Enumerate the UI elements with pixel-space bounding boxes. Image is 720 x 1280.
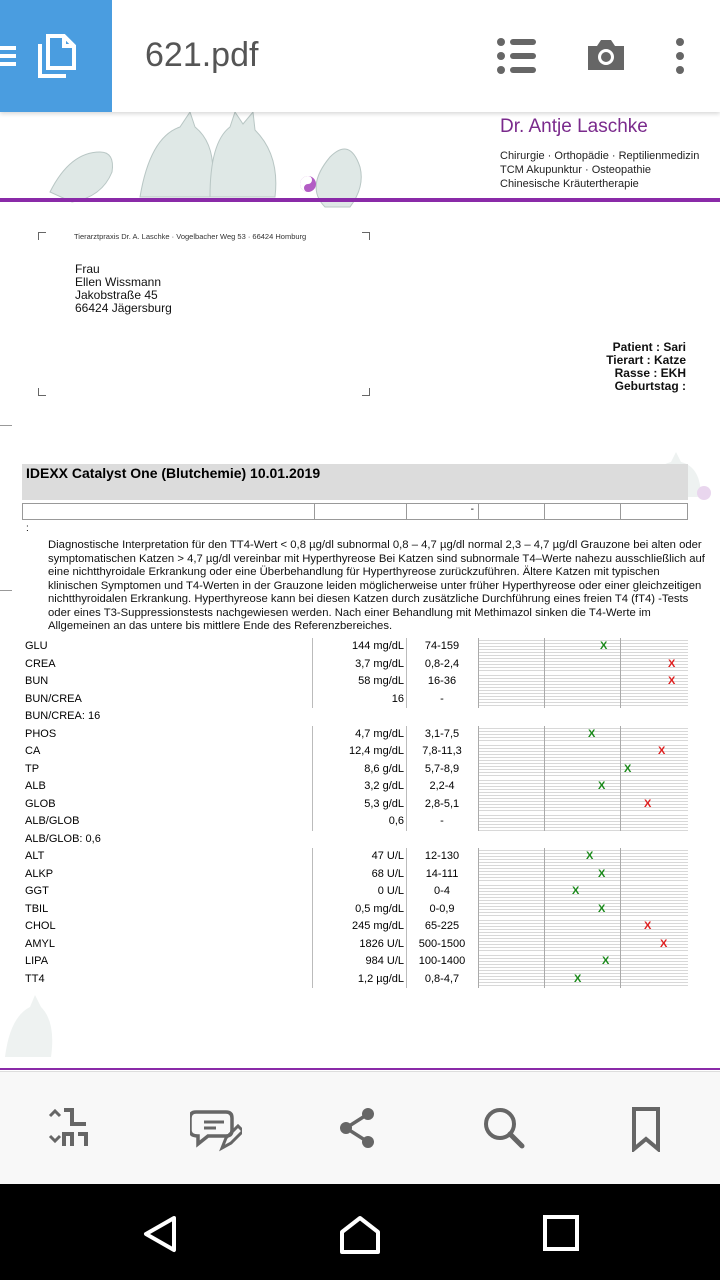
column-divider [406, 883, 407, 901]
column-divider [312, 918, 313, 936]
patient-name: Patient : Sari [612, 340, 686, 354]
lab-result-row [22, 848, 688, 866]
column-divider [406, 866, 407, 884]
column-divider [544, 778, 545, 796]
vet-specialties [500, 149, 699, 191]
column-divider [544, 813, 545, 831]
column-divider [620, 936, 621, 954]
result-value: 0,5 mg/dL [355, 902, 404, 915]
window-corner-mark [38, 232, 46, 240]
reference-range: 3,1-7,5 [424, 727, 460, 740]
reference-range: 5,7-8,9 [424, 762, 460, 775]
result-value: 12,4 mg/dL [348, 745, 404, 757]
column-divider [312, 813, 313, 831]
result-value: 1,2 µg/dL [357, 972, 404, 985]
column-divider [544, 953, 545, 971]
range-indicator-grid [478, 901, 688, 919]
column-divider [312, 638, 313, 656]
result-value: 1826 U/L [359, 937, 404, 950]
analyte-label: ALB [25, 780, 46, 792]
column-divider [406, 726, 407, 744]
column-divider [312, 656, 313, 674]
specialty-line: Chinesische Kräutertherapie [500, 178, 639, 190]
column-divider [406, 761, 407, 779]
analyte-label: GLOB [25, 797, 56, 810]
document-title: 621.pdf [145, 36, 259, 74]
column-divider [620, 813, 621, 831]
column-divider [406, 656, 407, 674]
reference-range: 100-1400 [418, 955, 466, 967]
patient-species: Tierart : Katze [606, 353, 686, 367]
column-divider [312, 866, 313, 884]
group-summary-row [22, 831, 688, 849]
high-marker: X [658, 745, 666, 757]
column-divider [620, 796, 621, 814]
column-divider [312, 848, 313, 866]
specialty-line: Chirurgie · Orthopädie · Reptilienmedizin [500, 150, 700, 162]
outline-list-icon[interactable] [496, 34, 538, 78]
column-divider [312, 726, 313, 744]
column-divider [406, 953, 407, 971]
range-indicator-grid [478, 638, 688, 656]
result-value: 245 mg/dL [352, 920, 404, 932]
range-indicator-grid [478, 953, 688, 971]
table-cell [479, 504, 545, 519]
column-divider [620, 726, 621, 744]
reference-range: - [440, 815, 444, 827]
column-divider [620, 848, 621, 866]
normal-marker: X [598, 780, 606, 792]
bookmark-icon[interactable] [630, 1106, 662, 1152]
lab-results-table [22, 638, 688, 988]
column-divider [620, 673, 621, 691]
column-divider [620, 901, 621, 919]
result-value: 68 U/L [371, 867, 404, 880]
reference-range: - [440, 692, 444, 705]
column-divider [406, 673, 407, 691]
range-indicator-grid [478, 883, 688, 901]
top-app-bar [0, 0, 720, 112]
sender-line: Tierarztpraxis Dr. A. Laschke · Vogelbacher Weg 53 · 66424 Homburg [74, 232, 307, 241]
watermark-cat [0, 992, 60, 1062]
range-indicator-grid [478, 936, 688, 954]
analyte-label: GGT [25, 885, 49, 897]
reference-range: 2,8-5,1 [424, 797, 460, 810]
address-line: 66424 Jägersburg [75, 301, 172, 315]
documents-button[interactable] [0, 0, 112, 112]
range-indicator-grid [478, 726, 688, 744]
column-divider [544, 866, 545, 884]
normal-marker: X [624, 762, 632, 775]
high-marker: X [668, 675, 676, 687]
high-marker: X [668, 657, 676, 670]
normal-marker: X [574, 972, 582, 985]
column-divider [312, 691, 313, 709]
result-value: 144 mg/dL [352, 640, 404, 652]
column-divider [406, 971, 407, 989]
result-value: 0,6 [388, 815, 404, 827]
analyte-label: GLU [25, 640, 48, 652]
lab-report-header: IDEXX Catalyst One (Blutchemie) 10.01.2019 [22, 464, 688, 500]
range-indicator-grid [478, 778, 688, 796]
lab-result-row [22, 883, 688, 901]
column-divider [312, 901, 313, 919]
lab-result-row [22, 936, 688, 954]
column-divider [620, 971, 621, 989]
comment-edit-icon[interactable] [190, 1106, 242, 1152]
reference-range: 16-36 [427, 675, 457, 687]
reference-range: 0-0,9 [429, 902, 455, 915]
column-divider [620, 883, 621, 901]
table-cell [315, 504, 407, 519]
range-indicator-grid [478, 971, 688, 989]
column-divider [620, 638, 621, 656]
lab-result-row [22, 673, 688, 691]
lab-result-row [22, 971, 688, 989]
system-navigation-bar [0, 1184, 720, 1280]
lab-result-row [22, 761, 688, 779]
group-summary-row [22, 708, 688, 726]
column-divider [406, 936, 407, 954]
range-indicator-grid [478, 656, 688, 674]
column-divider [406, 796, 407, 814]
result-value: 3,7 mg/dL [355, 657, 404, 670]
high-marker: X [660, 937, 668, 950]
column-divider [406, 691, 407, 709]
column-divider [406, 848, 407, 866]
range-indicator-grid [478, 866, 688, 884]
range-indicator-grid [478, 761, 688, 779]
reference-range: 12-130 [424, 850, 460, 862]
column-divider [544, 743, 545, 761]
address-line: Frau [75, 262, 100, 276]
column-divider [620, 691, 621, 709]
column-divider [544, 971, 545, 989]
colon-mark: : [26, 523, 29, 534]
normal-marker: X [598, 867, 606, 880]
column-divider [544, 918, 545, 936]
column-divider [312, 778, 313, 796]
patient-breed: Rasse : EKH [614, 366, 686, 380]
column-divider [620, 866, 621, 884]
bottom-toolbar [0, 1071, 720, 1184]
table-cell: - [407, 504, 479, 519]
reference-range: 2,2-4 [429, 780, 455, 792]
letterhead-divider [0, 198, 720, 202]
window-corner-mark [362, 388, 370, 396]
range-indicator-grid [478, 743, 688, 761]
camera-icon[interactable] [586, 34, 626, 78]
share-icon[interactable] [338, 1106, 378, 1150]
analyte-label: CREA [25, 657, 56, 670]
table-cell [23, 504, 315, 519]
column-divider [312, 936, 313, 954]
analyte-label: BUN [25, 675, 49, 687]
column-divider [312, 971, 313, 989]
lab-result-row [22, 691, 688, 709]
window-corner-mark [38, 388, 46, 396]
column-divider [544, 691, 545, 709]
analyte-label: LIPA [25, 955, 49, 967]
range-indicator-grid [478, 918, 688, 936]
lab-result-row [22, 953, 688, 971]
analyte-label: CHOL [25, 920, 56, 932]
result-value: 5,3 g/dL [364, 797, 404, 810]
normal-marker: X [600, 640, 608, 652]
column-divider [406, 901, 407, 919]
column-divider [544, 796, 545, 814]
result-value: 16 [391, 692, 404, 705]
result-value: 984 U/L [365, 955, 404, 967]
column-divider [544, 656, 545, 674]
result-value: 3,2 g/dL [364, 780, 404, 792]
specialty-line: TCM Akupunktur · Osteopathie [500, 164, 652, 176]
pdf-page[interactable] [0, 112, 720, 1070]
range-indicator-grid [478, 673, 688, 691]
column-divider [620, 761, 621, 779]
normal-marker: X [598, 902, 606, 915]
tt4-interpretation: Diagnostische Interpretation für den TT4-Wert < 0,8 µg/dl subnormal 0,8 – 4,7 µg/dl normal 2,3 – 4,7 µg/dl Grauzone bei alten oder symptomatischen Katzen > 4,7 µg/dl vereinbar mit Hyperthyreose Bei Katzen sind subnormale T4–Werte nahezu ausschließlich auf eine nichtthyroidale Erkrankung oder eine Überbehandlung für Hyperthyreose zurückzuführen. Ältere Katzen mit typischen klinischen Symptomen und T4-Werten in der Grauzone leiden möglicherweise unter früher Hyperthyreose oder einer gleichzeitigen nichtthyroidalen Erkrankung. Hyperthyreose kann bei diesen Katzen durch zusätzliche Durchführung eines freien T4 (fT4) -Tests oder eines T3-Suppressionstests nachgewiesen werden. Nach einer Behandlung mit Methimazol sinken die T4-Werte im Allgemeinen an das untere bis mittlere Ende des Referenzbereiches. [48, 539, 705, 632]
normal-marker: X [602, 955, 610, 967]
column-divider [406, 813, 407, 831]
column-divider [544, 726, 545, 744]
lab-result-row [22, 796, 688, 814]
analyte-label: TP [25, 762, 40, 775]
reference-range: 14-111 [425, 867, 459, 880]
analyte-label: ALT [25, 850, 45, 862]
range-indicator-grid [478, 691, 688, 709]
analyte-label: ALB/GLOB [25, 815, 80, 827]
column-divider [406, 638, 407, 656]
lab-result-row [22, 813, 688, 831]
patient-info [606, 341, 686, 393]
result-value: 8,6 g/dL [364, 762, 404, 775]
column-divider [312, 883, 313, 901]
analyte-label: BUN/CREA [25, 692, 82, 705]
reflow-icon[interactable] [46, 1106, 92, 1150]
reference-range: 74-159 [424, 640, 460, 652]
analyte-label: TBIL [25, 902, 49, 915]
column-divider [544, 673, 545, 691]
column-divider [544, 901, 545, 919]
recipient-address [75, 263, 172, 315]
column-divider [620, 953, 621, 971]
normal-marker: X [572, 885, 580, 897]
analyte-label: ALB/GLOB: 0,6 [25, 832, 101, 845]
column-divider [544, 936, 545, 954]
analyte-label: ALKP [25, 867, 54, 880]
high-marker: X [644, 797, 652, 810]
analyte-label: TT4 [25, 972, 45, 985]
normal-marker: X [586, 850, 594, 862]
column-divider [312, 761, 313, 779]
lab-result-row [22, 743, 688, 761]
recents-icon[interactable] [542, 1214, 580, 1252]
address-line: Ellen Wissmann [75, 275, 162, 289]
lab-result-row [22, 918, 688, 936]
reference-range: 7,8-11,3 [422, 745, 462, 757]
result-value: 47 U/L [371, 850, 404, 862]
column-divider [544, 848, 545, 866]
column-divider [544, 638, 545, 656]
vet-name: Dr. Antje Laschke [500, 116, 648, 137]
column-divider [544, 883, 545, 901]
home-icon[interactable] [338, 1214, 382, 1256]
fold-mark [0, 590, 12, 591]
column-divider [620, 778, 621, 796]
column-divider [544, 761, 545, 779]
analyte-label: BUN/CREA: 16 [25, 710, 101, 722]
fold-mark [0, 425, 12, 426]
column-divider [312, 796, 313, 814]
analyte-label: AMYL [25, 937, 55, 950]
patient-birthday: Geburtstag : [614, 379, 686, 393]
result-value: 0 U/L [377, 885, 404, 897]
reference-range: 0,8-4,7 [424, 972, 460, 985]
window-corner-mark [362, 232, 370, 240]
column-divider [312, 673, 313, 691]
result-value: 58 mg/dL [358, 675, 404, 687]
analyte-label: CA [25, 745, 41, 757]
column-divider [406, 743, 407, 761]
reference-range: 0,8-2,4 [424, 657, 460, 670]
empty-table-row [22, 503, 688, 520]
column-divider [620, 918, 621, 936]
lab-result-row [22, 901, 688, 919]
result-value: 4,7 mg/dL [355, 727, 404, 740]
lab-result-row [22, 866, 688, 884]
column-divider [406, 778, 407, 796]
column-divider [312, 743, 313, 761]
lab-result-row [22, 656, 688, 674]
column-divider [406, 918, 407, 936]
lab-result-row [22, 638, 688, 656]
normal-marker: X [588, 727, 596, 740]
analyte-label: PHOS [25, 727, 57, 740]
search-icon[interactable] [482, 1106, 526, 1150]
column-divider [620, 743, 621, 761]
more-vertical-icon[interactable] [672, 34, 688, 78]
lab-result-row [22, 726, 688, 744]
column-divider [620, 656, 621, 674]
column-divider [312, 953, 313, 971]
address-line: Jakobstraße 45 [75, 288, 158, 302]
back-icon[interactable] [140, 1214, 180, 1254]
table-cell [545, 504, 621, 519]
reference-range: 500-1500 [418, 937, 466, 950]
page-footer-line [0, 1068, 720, 1070]
reference-range: 65-225 [424, 920, 460, 932]
practice-logo [40, 112, 380, 227]
documents-icon [0, 0, 112, 112]
high-marker: X [644, 920, 652, 932]
reference-range: 0-4 [434, 885, 450, 897]
range-indicator-grid [478, 813, 688, 831]
range-indicator-grid [478, 848, 688, 866]
lab-result-row [22, 778, 688, 796]
range-indicator-grid [478, 796, 688, 814]
